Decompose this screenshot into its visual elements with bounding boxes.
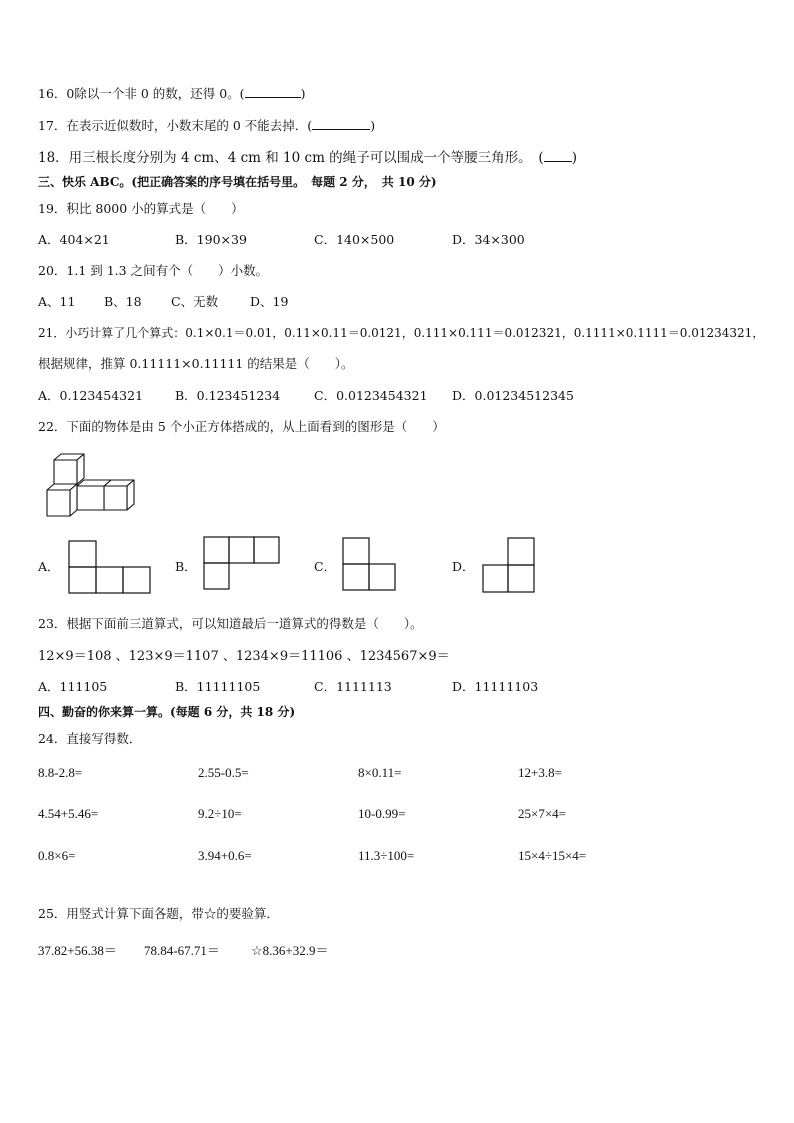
cube-structure-figure: [44, 452, 139, 518]
calc-item[interactable]: 10-0.99=: [358, 806, 406, 821]
question-16-text: 16．0除以一个非 0 的数，还得 0。(: [38, 86, 245, 101]
question-23-text: 23．根据下面前三道算式，可以知道最后一道算式的得数是（ ）。: [38, 616, 423, 631]
question-16: [38, 84, 305, 102]
calc-item[interactable]: 3.94+0.6=: [198, 848, 252, 863]
vertical-calc-item[interactable]: 78.84-67.71＝: [144, 943, 220, 958]
answer-blank-16[interactable]: [245, 85, 301, 98]
question-17-text: 17．在表示近似数时，小数末尾的 0 不能去掉．(: [38, 118, 313, 133]
q21-option-c[interactable]: C．0.0123454321: [314, 388, 428, 403]
q19-option-b[interactable]: B．190×39: [175, 232, 247, 247]
q21-option-a[interactable]: A．0.123454321: [38, 388, 144, 403]
section-4-heading: 四、勤奋的你来算一算。(每题 6 分，共 18 分): [38, 705, 296, 719]
question-24-text: 24．直接写得数．: [38, 731, 142, 746]
calc-item[interactable]: 25×7×4=: [518, 806, 566, 821]
question-23-formula: 12×9＝108 、123×9＝1107 、1234×9＝11106 、1234567×9＝: [38, 649, 450, 664]
question-19-text: 19．积比 8000 小的算式是（ ）: [38, 201, 244, 216]
q19-option-a[interactable]: A．404×21: [38, 232, 110, 247]
section-3-heading: 三、快乐 ABC。(把正确答案的序号填在括号里。 每题 2 分， 共 10 分): [38, 175, 437, 189]
q23-option-d[interactable]: D．11111103: [452, 679, 539, 694]
question-25-text: 25．用竖式计算下面各题，带☆的要验算．: [38, 906, 279, 921]
q20-option-c[interactable]: C、无数: [171, 294, 219, 309]
q22-option-d-figure[interactable]: [482, 537, 536, 593]
question-22-text: 22．下面的物体是由 5 个小正方体搭成的，从上面看到的图形是（ ）: [38, 419, 445, 434]
q23-option-b[interactable]: B．11111105: [175, 679, 261, 694]
q22-option-b-figure[interactable]: [203, 536, 281, 590]
answer-blank-17[interactable]: [312, 117, 370, 130]
calc-item[interactable]: 2.55-0.5=: [198, 765, 249, 780]
question-17: [38, 116, 375, 134]
q23-option-c[interactable]: C．1111113: [314, 679, 392, 694]
question-16-close: ): [300, 86, 306, 101]
vertical-calc-item[interactable]: ☆8.36+32.9＝: [251, 943, 329, 958]
calc-item[interactable]: 0.8×6=: [38, 848, 76, 863]
question-18-text: 18．用三根长度分别为 4 cm、4 cm 和 10 cm 的绳子可以围成一个等腰三角形。 (: [38, 150, 544, 166]
q21-option-d[interactable]: D．0.01234512345: [452, 388, 574, 403]
calc-item[interactable]: 12+3.8=: [518, 765, 562, 780]
calc-item[interactable]: 8.8-2.8=: [38, 765, 83, 780]
q20-option-a[interactable]: A、11: [38, 294, 76, 309]
question-17-close: ): [370, 118, 376, 133]
q19-option-d[interactable]: D．34×300: [452, 232, 525, 247]
question-18-close: ): [571, 150, 577, 166]
question-18: [38, 146, 577, 166]
q22-option-c[interactable]: C．: [314, 559, 337, 574]
q22-option-d[interactable]: D．: [452, 559, 475, 574]
question-20-text: 20．1.1 到 1.3 之间有个（ ）小数。: [38, 263, 269, 278]
calc-item[interactable]: 15×4÷15×4=: [518, 848, 587, 863]
q22-option-a-figure[interactable]: [68, 540, 152, 594]
answer-blank-18[interactable]: [544, 149, 572, 162]
question-21-text: 21．小巧计算了几个算式：0.1×0.1＝0.01，0.11×0.11＝0.0121，0.111×0.111＝0.012321，0.1111×0.1111＝0.01234321，: [38, 326, 765, 340]
q22-option-a[interactable]: A．: [38, 559, 60, 574]
q22-option-c-figure[interactable]: [342, 537, 397, 591]
q19-option-c[interactable]: C．140×500: [314, 232, 395, 247]
vertical-calc-item[interactable]: 37.82+56.38＝: [38, 943, 117, 958]
question-21-text-2: 根据规律，推算 0.11111×0.11111 的结果是（ ）。: [38, 356, 354, 371]
calc-item[interactable]: 8×0.11=: [358, 765, 402, 780]
q23-option-a[interactable]: A．111105: [38, 679, 108, 694]
q21-option-b[interactable]: B．0.123451234: [175, 388, 281, 403]
q20-option-b[interactable]: B、18: [104, 294, 142, 309]
q22-option-b[interactable]: B．: [175, 559, 197, 574]
calc-item[interactable]: 11.3÷100=: [358, 848, 415, 863]
calc-item[interactable]: 4.54+5.46=: [38, 806, 99, 821]
q20-option-d[interactable]: D、19: [250, 294, 289, 309]
calc-item[interactable]: 9.2÷10=: [198, 806, 242, 821]
